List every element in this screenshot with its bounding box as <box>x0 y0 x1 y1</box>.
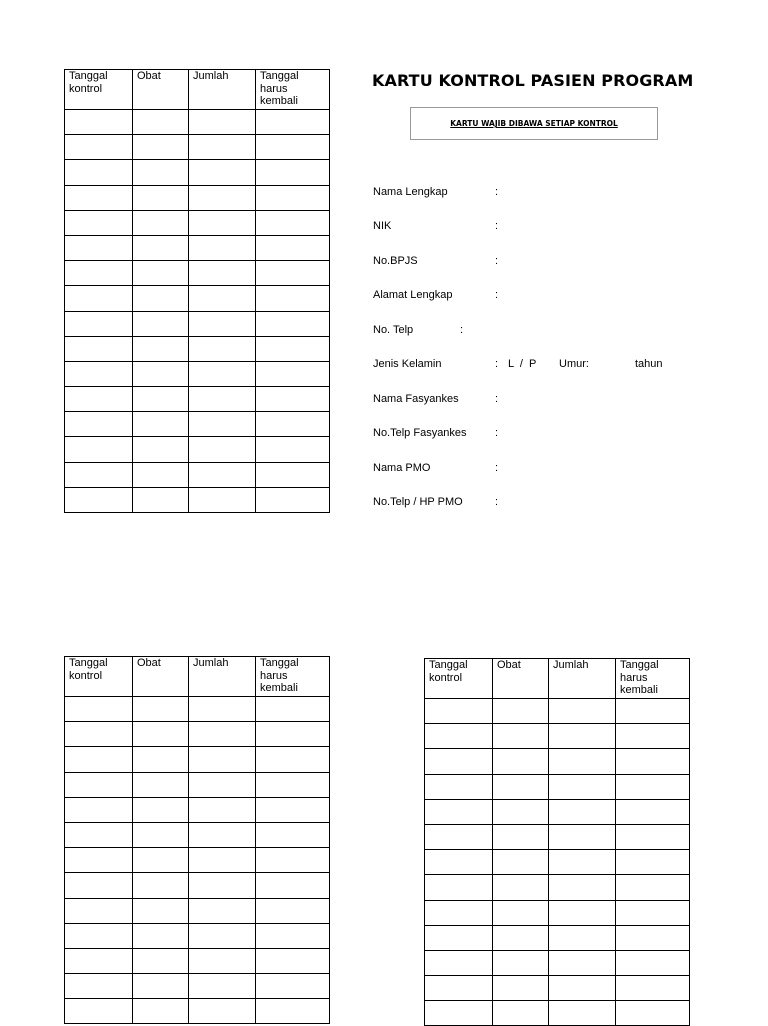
field-colon: : <box>495 358 499 370</box>
table-cell <box>189 822 256 847</box>
card-title: KARTU KONTROL PASIEN PROGRAM <box>372 71 694 90</box>
table-cell <box>65 487 133 512</box>
table-cell <box>549 724 616 749</box>
field-colon: : <box>495 186 499 198</box>
table-row <box>425 976 690 1001</box>
table-cell <box>65 336 133 361</box>
table-cell <box>616 749 690 774</box>
table-cell <box>133 387 189 412</box>
field-colon: : <box>495 255 499 267</box>
table-cell <box>189 361 256 386</box>
field-colon: : <box>460 324 464 336</box>
table-cell <box>256 722 330 747</box>
table-cell <box>189 974 256 999</box>
field-label: Nama Fasyankes <box>373 393 459 405</box>
table-cell <box>133 848 189 873</box>
table-cell <box>133 797 189 822</box>
table-cell <box>616 976 690 1001</box>
table-cell <box>65 311 133 336</box>
table-cell <box>133 336 189 361</box>
table-row <box>425 900 690 925</box>
table-cell <box>189 110 256 135</box>
table-row <box>65 974 330 999</box>
table-cell <box>65 261 133 286</box>
table-cell <box>256 336 330 361</box>
table-cell <box>65 948 133 973</box>
table-cell <box>65 772 133 797</box>
table-cell <box>189 898 256 923</box>
table-cell <box>425 699 493 724</box>
table-cell <box>189 873 256 898</box>
header-tanggal-kembali: Tanggal harus kembali <box>616 659 690 699</box>
gender-options: L / P <box>508 358 537 370</box>
table-cell <box>65 110 133 135</box>
notice-text: KARTU WAJIB DIBAWA SETIAP KONTROL <box>450 119 618 128</box>
table-cell <box>65 387 133 412</box>
table-row <box>65 822 330 847</box>
table-cell <box>189 923 256 948</box>
table-cell <box>256 487 330 512</box>
table-cell <box>256 797 330 822</box>
table-cell <box>133 722 189 747</box>
table-cell <box>493 699 549 724</box>
table-cell <box>65 797 133 822</box>
table-cell <box>493 875 549 900</box>
table-cell <box>65 286 133 311</box>
table-cell <box>133 135 189 160</box>
table-cell <box>65 135 133 160</box>
table-header-row <box>425 659 690 699</box>
table-cell <box>65 822 133 847</box>
table-cell <box>133 462 189 487</box>
table-cell <box>256 361 330 386</box>
table-cell <box>65 848 133 873</box>
table-row <box>425 850 690 875</box>
table-cell <box>616 824 690 849</box>
table-cell <box>133 697 189 722</box>
table-cell <box>189 135 256 160</box>
table-cell <box>256 135 330 160</box>
table-cell <box>189 487 256 512</box>
table-cell <box>256 311 330 336</box>
table-cell <box>493 749 549 774</box>
table-cell <box>133 412 189 437</box>
age-unit: tahun <box>635 358 663 370</box>
table-cell <box>189 210 256 235</box>
table-row <box>65 261 330 286</box>
table-row <box>65 387 330 412</box>
table-header-row <box>65 657 330 697</box>
table-cell <box>616 774 690 799</box>
table-row <box>425 875 690 900</box>
table-cell <box>425 950 493 975</box>
table-header-row <box>65 70 330 110</box>
table-cell <box>256 898 330 923</box>
header-tanggal-kontrol: Tanggal kontrol <box>425 659 493 699</box>
table-cell <box>189 261 256 286</box>
table-cell <box>133 286 189 311</box>
table-cell <box>549 774 616 799</box>
header-obat: Obat <box>133 657 189 697</box>
table-cell <box>549 900 616 925</box>
table-cell <box>133 999 189 1024</box>
table-row <box>425 799 690 824</box>
table-cell <box>133 747 189 772</box>
table-cell <box>616 925 690 950</box>
table-cell <box>189 387 256 412</box>
table-cell <box>133 948 189 973</box>
field-colon: : <box>495 220 499 232</box>
table-row <box>65 185 330 210</box>
field-label: No.Telp Fasyankes <box>373 427 467 439</box>
table-row <box>65 999 330 1024</box>
table-cell <box>493 925 549 950</box>
field-label: Nama Lengkap <box>373 186 448 198</box>
table-cell <box>189 697 256 722</box>
table-cell <box>425 724 493 749</box>
table-cell <box>256 185 330 210</box>
table-cell <box>133 772 189 797</box>
table-row <box>65 135 330 160</box>
table-row <box>425 774 690 799</box>
table-cell <box>133 361 189 386</box>
table-cell <box>133 437 189 462</box>
table-cell <box>65 999 133 1024</box>
control-table-bottom-right <box>424 658 690 1026</box>
table-cell <box>493 799 549 824</box>
table-cell <box>549 699 616 724</box>
table-cell <box>65 898 133 923</box>
table-row <box>425 724 690 749</box>
table-cell <box>256 772 330 797</box>
table-cell <box>493 824 549 849</box>
table-row <box>65 235 330 260</box>
table-cell <box>256 822 330 847</box>
table-cell <box>425 875 493 900</box>
table-cell <box>256 848 330 873</box>
header-obat: Obat <box>493 659 549 699</box>
table-cell <box>256 999 330 1024</box>
table-cell <box>493 950 549 975</box>
table-cell <box>549 799 616 824</box>
table-cell <box>133 898 189 923</box>
table-cell <box>189 437 256 462</box>
table-cell <box>425 850 493 875</box>
table-cell <box>256 412 330 437</box>
table-cell <box>425 749 493 774</box>
table-row <box>65 923 330 948</box>
header-jumlah: Jumlah <box>189 657 256 697</box>
field-label: Alamat Lengkap <box>373 289 453 301</box>
table-cell <box>189 235 256 260</box>
table-cell <box>65 974 133 999</box>
table-row <box>65 412 330 437</box>
table-cell <box>189 848 256 873</box>
table-cell <box>425 774 493 799</box>
table-row <box>65 772 330 797</box>
table-cell <box>189 412 256 437</box>
table-cell <box>256 948 330 973</box>
table-cell <box>256 210 330 235</box>
table-cell <box>133 873 189 898</box>
field-colon: : <box>495 462 499 474</box>
table-cell <box>65 235 133 260</box>
table-cell <box>493 774 549 799</box>
table-row <box>65 948 330 973</box>
table-cell <box>133 822 189 847</box>
table-cell <box>425 900 493 925</box>
table-cell <box>189 336 256 361</box>
header-jumlah: Jumlah <box>549 659 616 699</box>
table-cell <box>256 923 330 948</box>
table-cell <box>65 873 133 898</box>
table-row <box>65 462 330 487</box>
table-cell <box>189 999 256 1024</box>
table-cell <box>65 160 133 185</box>
table-cell <box>425 799 493 824</box>
table-cell <box>549 749 616 774</box>
table-row <box>65 747 330 772</box>
table-cell <box>133 974 189 999</box>
table-cell <box>189 722 256 747</box>
field-label: No.Telp / HP PMO <box>373 496 463 508</box>
table-cell <box>65 722 133 747</box>
table-cell <box>425 925 493 950</box>
field-label: NIK <box>373 220 392 232</box>
table-row <box>65 361 330 386</box>
table-cell <box>425 824 493 849</box>
header-tanggal-kembali: Tanggal harus kembali <box>256 657 330 697</box>
table-cell <box>256 747 330 772</box>
table-row <box>425 925 690 950</box>
table-cell <box>616 950 690 975</box>
field-label: No. Telp <box>373 324 414 336</box>
field-label: No.BPJS <box>373 255 418 267</box>
table-cell <box>256 974 330 999</box>
field-colon: : <box>495 427 499 439</box>
table-cell <box>549 976 616 1001</box>
table-row <box>65 697 330 722</box>
table-cell <box>133 261 189 286</box>
table-cell <box>256 462 330 487</box>
table-cell <box>65 697 133 722</box>
table-cell <box>65 210 133 235</box>
table-cell <box>133 110 189 135</box>
table-cell <box>256 387 330 412</box>
table-cell <box>256 286 330 311</box>
table-row <box>65 722 330 747</box>
header-tanggal-kontrol: Tanggal kontrol <box>65 70 133 110</box>
table-cell <box>616 1001 690 1026</box>
table-row <box>65 160 330 185</box>
table-cell <box>189 311 256 336</box>
header-tanggal-kontrol: Tanggal kontrol <box>65 657 133 697</box>
table-cell <box>65 412 133 437</box>
field-label: Nama PMO <box>373 462 431 474</box>
table-cell <box>189 286 256 311</box>
table-cell <box>189 797 256 822</box>
table-cell <box>189 747 256 772</box>
table-cell <box>133 235 189 260</box>
table-row <box>65 311 330 336</box>
field-colon: : <box>495 393 499 405</box>
table-cell <box>493 1001 549 1026</box>
table-cell <box>256 873 330 898</box>
age-label: Umur: <box>559 358 589 370</box>
table-cell <box>616 850 690 875</box>
table-cell <box>493 724 549 749</box>
table-cell <box>65 437 133 462</box>
table-cell <box>493 976 549 1001</box>
table-row <box>425 749 690 774</box>
notice-box <box>410 107 658 140</box>
table-cell <box>549 850 616 875</box>
table-row <box>425 950 690 975</box>
table-cell <box>549 1001 616 1026</box>
field-colon: : <box>495 496 499 508</box>
header-obat: Obat <box>133 70 189 110</box>
table-cell <box>256 110 330 135</box>
table-cell <box>616 799 690 824</box>
table-cell <box>493 850 549 875</box>
field-colon: : <box>495 289 499 301</box>
table-cell <box>549 925 616 950</box>
table-cell <box>65 923 133 948</box>
table-cell <box>65 361 133 386</box>
table-cell <box>549 950 616 975</box>
table-cell <box>616 724 690 749</box>
table-cell <box>616 699 690 724</box>
field-label: Jenis Kelamin <box>373 358 442 370</box>
table-cell <box>616 900 690 925</box>
table-cell <box>256 160 330 185</box>
control-table-bottom-left <box>64 656 330 1024</box>
table-row <box>65 873 330 898</box>
table-row <box>65 487 330 512</box>
table-cell <box>133 923 189 948</box>
table-row <box>425 1001 690 1026</box>
table-cell <box>189 772 256 797</box>
table-row <box>65 336 330 361</box>
table-cell <box>133 185 189 210</box>
table-row <box>65 437 330 462</box>
table-cell <box>189 948 256 973</box>
control-table-top-left <box>64 69 330 513</box>
table-cell <box>133 210 189 235</box>
table-cell <box>256 261 330 286</box>
table-row <box>65 797 330 822</box>
header-tanggal-kembali: Tanggal harus kembali <box>256 70 330 110</box>
table-cell <box>493 900 549 925</box>
table-cell <box>65 185 133 210</box>
table-row <box>425 824 690 849</box>
table-cell <box>189 462 256 487</box>
table-row <box>65 898 330 923</box>
table-cell <box>425 976 493 1001</box>
table-cell <box>425 1001 493 1026</box>
table-cell <box>549 824 616 849</box>
table-cell <box>256 437 330 462</box>
table-cell <box>256 697 330 722</box>
table-cell <box>65 462 133 487</box>
table-cell <box>65 747 133 772</box>
table-row <box>65 110 330 135</box>
table-cell <box>133 311 189 336</box>
table-row <box>65 210 330 235</box>
table-cell <box>189 185 256 210</box>
table-cell <box>616 875 690 900</box>
table-row <box>65 848 330 873</box>
table-cell <box>189 160 256 185</box>
header-jumlah: Jumlah <box>189 70 256 110</box>
table-cell <box>133 487 189 512</box>
table-row <box>65 286 330 311</box>
table-cell <box>549 875 616 900</box>
table-cell <box>133 160 189 185</box>
table-cell <box>256 235 330 260</box>
table-row <box>425 699 690 724</box>
